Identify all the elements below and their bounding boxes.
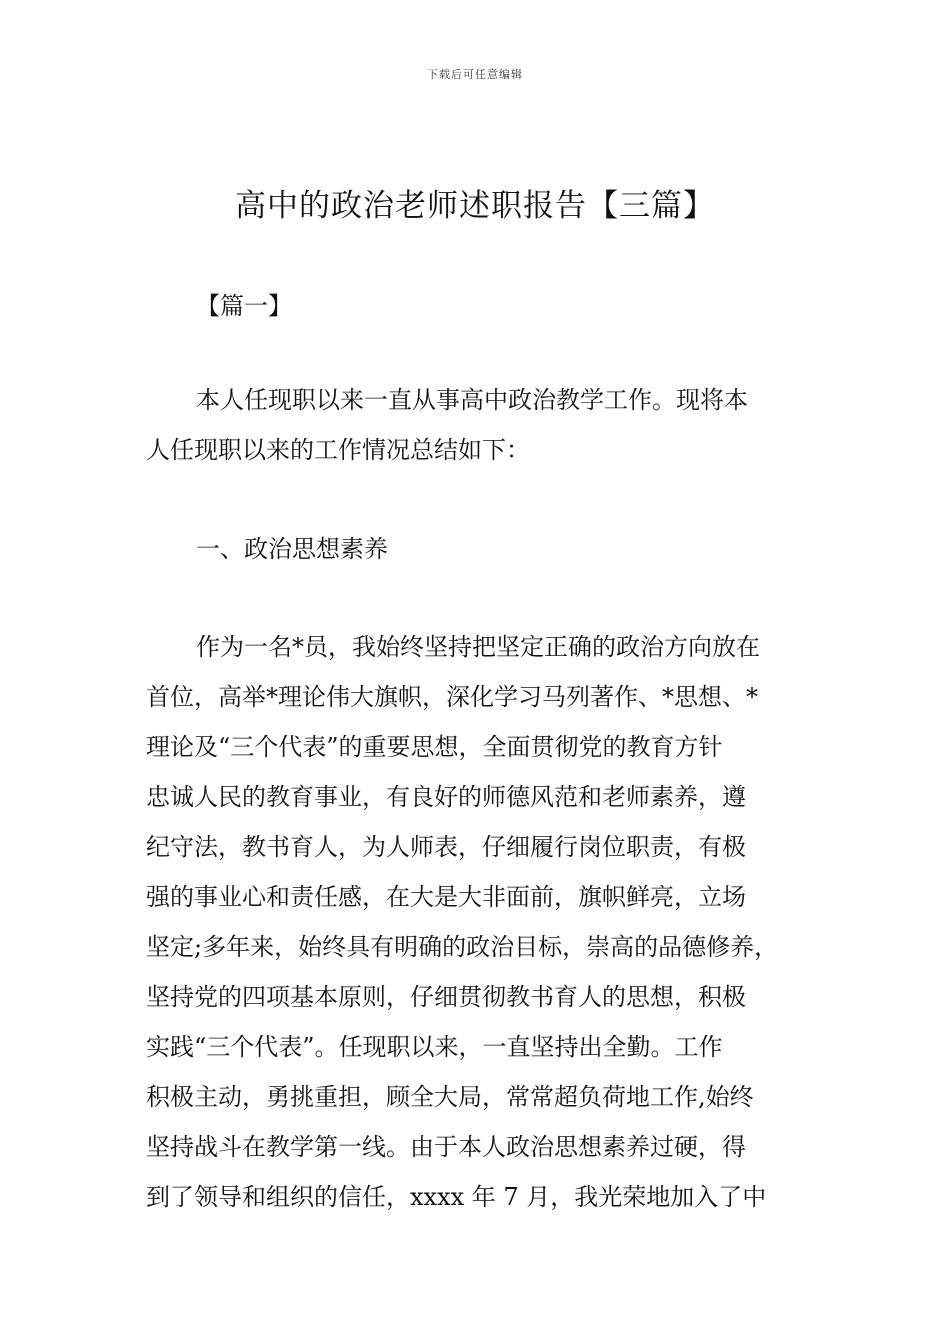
section-label: 【篇一】	[196, 292, 292, 320]
paragraph-line: 实践“三个代表”。任现职以来，一直坚持出全勤。工作	[146, 1033, 723, 1061]
paragraph-line: 坚定;多年来，始终具有明确的政治目标，崇高的品德修养，	[146, 933, 779, 961]
paragraph-line: 首位，高举*理论伟大旗帜，深化学习马列著作、*思想、*	[146, 683, 758, 711]
paragraph-line: 积极主动，勇挑重担，顾全大局，常常超负荷地工作,始终	[146, 1083, 754, 1111]
paragraph-line: 忠诚人民的教育事业，有良好的师德风范和老师素养，遵	[146, 783, 746, 811]
paragraph-line: 到了领导和组织的信任，xxxx 年 7 月，我光荣地加入了中	[146, 1183, 767, 1211]
paragraph-line: 坚持战斗在教学第一线。由于本人政治思想素养过硬，得	[146, 1133, 746, 1161]
paragraph-line: 作为一名*员，我始终坚持把坚定正确的政治方向放在	[196, 633, 760, 661]
intro-paragraph	[146, 375, 826, 475]
paragraph-line: 纪守法，教书育人，为人师表，仔细履行岗位职责，有极	[146, 833, 746, 861]
header-note: 下载后可任意编辑	[427, 68, 523, 81]
body-paragraph	[146, 622, 826, 1222]
paragraph-line: 人任现职以来的工作情况总结如下：	[146, 436, 530, 464]
paragraph-line: 理论及“三个代表”的重要思想，全面贯彻党的教育方针	[146, 733, 723, 761]
paragraph-line: 强的事业心和责任感，在大是大非面前，旗帜鲜亮，立场	[146, 883, 746, 911]
section-heading-text: 一、政治思想素养	[196, 535, 388, 563]
paragraph-line: 本人任现职以来一直从事高中政治教学工作。现将本	[196, 386, 748, 414]
paragraph-line: 坚持党的四项基本原则，仔细贯彻教书育人的思想，积极	[146, 983, 746, 1011]
document-title: 高中的政治老师述职报告【三篇】	[235, 188, 715, 224]
section-heading	[146, 524, 826, 574]
